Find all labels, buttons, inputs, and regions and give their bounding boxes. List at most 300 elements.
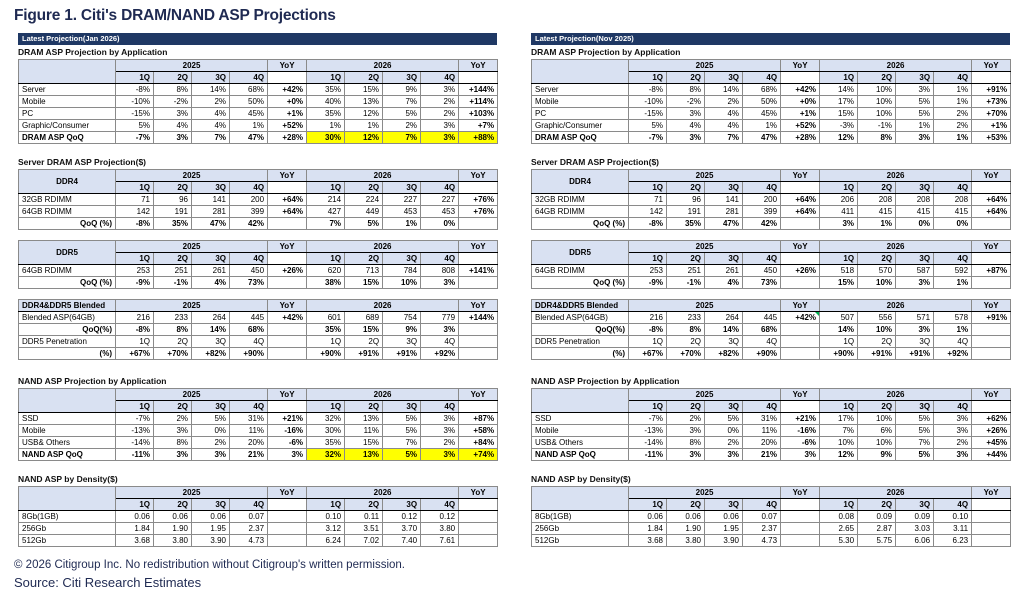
value-cell: +87% — [459, 413, 498, 425]
value-cell: +91% — [972, 84, 1011, 96]
value-cell: 50% — [743, 96, 781, 108]
table-row — [532, 312, 1011, 324]
header-row-years — [19, 170, 498, 182]
value-cell: 0.06 — [116, 511, 154, 523]
row-label: QoQ (%) — [19, 218, 116, 230]
table-server-dram-ddr5 — [531, 240, 1011, 289]
table-row — [532, 413, 1011, 425]
value-cell — [459, 277, 498, 289]
value-cell: 4% — [192, 120, 230, 132]
value-cell: -16% — [781, 425, 820, 437]
value-cell: 251 — [154, 265, 192, 277]
yoy-header: YoY — [268, 389, 307, 401]
value-cell: +74% — [459, 449, 498, 461]
value-cell: 4.73 — [743, 535, 781, 547]
table-row — [19, 413, 498, 425]
row-label: 256Gb — [532, 523, 629, 535]
value-cell: 15% — [345, 277, 383, 289]
yoy-header: YoY — [268, 60, 307, 72]
value-cell: 12% — [820, 132, 858, 144]
value-cell: 261 — [705, 265, 743, 277]
quarter-header: 3Q — [383, 72, 421, 84]
value-cell: -14% — [629, 437, 667, 449]
row-group-label: DDR4 — [532, 170, 629, 194]
quarter-header: 1Q — [820, 401, 858, 413]
value-cell: +91% — [345, 348, 383, 360]
value-cell: 518 — [820, 265, 858, 277]
row-label: DRAM ASP QoQ — [532, 132, 629, 144]
quarter-header: 2Q — [858, 253, 896, 265]
table-row — [532, 84, 1011, 96]
value-cell: 1% — [934, 324, 972, 336]
quarter-header: 2Q — [667, 182, 705, 194]
quarter-header: 4Q — [743, 499, 781, 511]
row-label: QoQ (%) — [532, 218, 629, 230]
year-header-2026: 2026 — [307, 170, 459, 182]
table-row — [19, 120, 498, 132]
table-row — [532, 96, 1011, 108]
yoy-header: YoY — [972, 60, 1011, 72]
value-cell: 3% — [421, 425, 459, 437]
value-cell: 4Q — [421, 336, 459, 348]
value-cell: 13% — [345, 413, 383, 425]
value-cell: 3% — [421, 120, 459, 132]
value-cell: -10% — [116, 96, 154, 108]
value-cell: 2.37 — [230, 523, 268, 535]
value-cell: 0.06 — [667, 511, 705, 523]
quarter-header: 4Q — [230, 72, 268, 84]
value-cell: +26% — [781, 265, 820, 277]
quarter-header: 3Q — [383, 182, 421, 194]
row-label: Blended ASP(64GB) — [19, 312, 116, 324]
value-cell: 5% — [896, 413, 934, 425]
row-label: 32GB RDIMM — [532, 194, 629, 206]
panels-container — [18, 33, 1010, 547]
panel-latest-jan-2026 — [18, 33, 497, 547]
value-cell: 415 — [934, 206, 972, 218]
value-cell: 4% — [192, 277, 230, 289]
value-cell: +144% — [459, 312, 498, 324]
value-cell: 261 — [192, 265, 230, 277]
year-header-2026: 2026 — [307, 389, 459, 401]
value-cell: 35% — [307, 324, 345, 336]
yoy-header: YoY — [459, 389, 498, 401]
table-caption: DRAM ASP Projection by Application — [18, 47, 168, 57]
value-cell — [781, 511, 820, 523]
value-cell: +64% — [781, 194, 820, 206]
value-cell: 3.80 — [667, 535, 705, 547]
value-cell — [781, 336, 820, 348]
value-cell: 2% — [934, 108, 972, 120]
quarter-header: 4Q — [934, 72, 972, 84]
table-row — [532, 336, 1011, 348]
value-cell: 141 — [705, 194, 743, 206]
quarter-header: 2Q — [154, 253, 192, 265]
quarter-header: 1Q — [116, 182, 154, 194]
quarter-header: 2Q — [667, 253, 705, 265]
value-cell: 200 — [743, 194, 781, 206]
value-cell: 3% — [154, 425, 192, 437]
value-cell: 142 — [116, 206, 154, 218]
yoy-header: YoY — [972, 170, 1011, 182]
row-label: Blended ASP(64GB) — [532, 312, 629, 324]
table-header — [19, 170, 498, 194]
value-cell: 4.73 — [230, 535, 268, 547]
value-cell: +90% — [820, 348, 858, 360]
value-cell: 9% — [383, 84, 421, 96]
value-cell: 1% — [307, 120, 345, 132]
value-cell: 3% — [934, 425, 972, 437]
value-cell — [268, 277, 307, 289]
table-header — [532, 487, 1011, 511]
yoy-header: YoY — [459, 487, 498, 499]
value-cell: 71 — [116, 194, 154, 206]
value-cell: -8% — [116, 218, 154, 230]
value-cell: -9% — [116, 277, 154, 289]
value-cell: 191 — [667, 206, 705, 218]
value-cell — [781, 523, 820, 535]
row-group-label: DDR5 — [19, 241, 116, 265]
year-header-2025: 2025 — [116, 60, 268, 72]
value-cell: 2% — [192, 437, 230, 449]
value-cell: 0.11 — [345, 511, 383, 523]
value-cell: 8% — [667, 437, 705, 449]
row-group-label — [19, 487, 116, 511]
table-row — [532, 324, 1011, 336]
section-dram-asp-by-application — [18, 47, 497, 144]
value-cell: 3% — [667, 449, 705, 461]
value-cell: 3% — [667, 425, 705, 437]
value-cell: 3.68 — [629, 535, 667, 547]
value-cell: +0% — [268, 96, 307, 108]
value-cell: 411 — [820, 206, 858, 218]
value-cell: 3% — [421, 132, 459, 144]
value-cell: -7% — [116, 413, 154, 425]
value-cell: 3.11 — [934, 523, 972, 535]
value-cell: 4Q — [743, 336, 781, 348]
value-cell: 5% — [896, 108, 934, 120]
header-row-years — [532, 487, 1011, 499]
row-label: Mobile — [532, 425, 629, 437]
value-cell: 5% — [116, 120, 154, 132]
value-cell: 191 — [154, 206, 192, 218]
value-cell: 3% — [934, 449, 972, 461]
value-cell: +1% — [781, 108, 820, 120]
value-cell: 7.40 — [383, 535, 421, 547]
row-label: (%) — [532, 348, 629, 360]
value-cell — [781, 348, 820, 360]
header-row-years — [19, 241, 498, 253]
value-cell: 96 — [154, 194, 192, 206]
value-cell: 445 — [743, 312, 781, 324]
quarter-header: 3Q — [896, 72, 934, 84]
value-cell — [781, 324, 820, 336]
section-nand-asp-by-density — [531, 474, 1010, 547]
value-cell: 3% — [896, 132, 934, 144]
value-cell — [972, 523, 1011, 535]
panel-sections — [18, 47, 497, 547]
yoy-header: YoY — [781, 389, 820, 401]
value-cell: 6.24 — [307, 535, 345, 547]
value-cell: 779 — [421, 312, 459, 324]
value-cell: -8% — [116, 84, 154, 96]
value-cell: 10% — [383, 277, 421, 289]
value-cell: -7% — [116, 132, 154, 144]
year-header-2026: 2026 — [307, 241, 459, 253]
value-cell: 200 — [230, 194, 268, 206]
value-cell — [972, 535, 1011, 547]
value-cell: +28% — [268, 132, 307, 144]
row-label: PC — [532, 108, 629, 120]
quarter-header: 4Q — [421, 182, 459, 194]
value-cell: +21% — [781, 413, 820, 425]
blank-header-cell — [781, 182, 820, 194]
row-label: Mobile — [19, 96, 116, 108]
value-cell — [972, 336, 1011, 348]
value-cell: +64% — [972, 206, 1011, 218]
yoy-header: YoY — [972, 241, 1011, 253]
value-cell: 14% — [820, 84, 858, 96]
quarter-header: 4Q — [230, 253, 268, 265]
table-header — [19, 60, 498, 84]
table-body — [532, 265, 1011, 289]
value-cell: 253 — [629, 265, 667, 277]
table-row — [532, 265, 1011, 277]
value-cell: +64% — [781, 206, 820, 218]
table-row — [19, 312, 498, 324]
value-cell: 3% — [154, 449, 192, 461]
value-cell: 141 — [192, 194, 230, 206]
value-cell: 15% — [345, 84, 383, 96]
value-cell: 8% — [858, 132, 896, 144]
year-header-2025: 2025 — [116, 241, 268, 253]
table-row — [532, 511, 1011, 523]
value-cell: +42% — [781, 84, 820, 96]
value-cell: 5% — [383, 425, 421, 437]
value-cell: -8% — [629, 218, 667, 230]
value-cell: 3Q — [705, 336, 743, 348]
value-cell: +90% — [230, 348, 268, 360]
value-cell — [459, 218, 498, 230]
table-body — [19, 312, 498, 360]
quarter-header: 2Q — [345, 182, 383, 194]
value-cell: +58% — [459, 425, 498, 437]
value-cell: 620 — [307, 265, 345, 277]
quarter-header: 3Q — [896, 253, 934, 265]
value-cell: 2Q — [667, 336, 705, 348]
value-cell: 2.37 — [743, 523, 781, 535]
value-cell: -11% — [629, 449, 667, 461]
value-cell: +91% — [383, 348, 421, 360]
value-cell: 47% — [743, 132, 781, 144]
quarter-header: 1Q — [820, 182, 858, 194]
table-row — [532, 132, 1011, 144]
value-cell: 2% — [421, 437, 459, 449]
value-cell: 20% — [230, 437, 268, 449]
value-cell: 7% — [383, 132, 421, 144]
value-cell: 689 — [345, 312, 383, 324]
value-cell: 15% — [345, 437, 383, 449]
row-label: 512Gb — [532, 535, 629, 547]
value-cell: 13% — [345, 96, 383, 108]
value-cell: 808 — [421, 265, 459, 277]
value-cell: 5% — [629, 120, 667, 132]
value-cell: 8% — [667, 84, 705, 96]
value-cell: +64% — [268, 194, 307, 206]
value-cell: +52% — [781, 120, 820, 132]
table-caption: NAND ASP Projection by Application — [18, 376, 167, 386]
table-row — [19, 523, 498, 535]
value-cell: 1Q — [820, 336, 858, 348]
value-cell: 5% — [383, 413, 421, 425]
blank-header-cell — [972, 401, 1011, 413]
header-row-years — [532, 389, 1011, 401]
panel-banner: Latest Projection(Jan 2026) — [18, 33, 497, 45]
value-cell: 592 — [934, 265, 972, 277]
value-cell: +52% — [268, 120, 307, 132]
value-cell: 3% — [820, 218, 858, 230]
table-row — [532, 194, 1011, 206]
value-cell: -8% — [629, 324, 667, 336]
value-cell: 0.06 — [192, 511, 230, 523]
value-cell: +67% — [116, 348, 154, 360]
quarter-header: 1Q — [116, 72, 154, 84]
value-cell: 11% — [743, 425, 781, 437]
value-cell: -3% — [820, 120, 858, 132]
value-cell: 5.30 — [820, 535, 858, 547]
quarter-header: 3Q — [383, 401, 421, 413]
table-server-dram-ddr5 — [18, 240, 498, 289]
value-cell: 17% — [820, 413, 858, 425]
value-cell: 4% — [154, 120, 192, 132]
value-cell: 9% — [858, 449, 896, 461]
value-cell: -1% — [667, 277, 705, 289]
value-cell: 1% — [934, 96, 972, 108]
yoy-header: YoY — [972, 389, 1011, 401]
quarter-header: 4Q — [934, 499, 972, 511]
quarter-header: 1Q — [116, 253, 154, 265]
value-cell: +92% — [934, 348, 972, 360]
value-cell: 47% — [705, 218, 743, 230]
value-cell: 507 — [820, 312, 858, 324]
table-ddr4-ddr5-blended — [18, 299, 498, 360]
quarter-header: 3Q — [705, 253, 743, 265]
quarter-header: 1Q — [307, 72, 345, 84]
value-cell: 208 — [858, 194, 896, 206]
value-cell: +28% — [781, 132, 820, 144]
year-header-2026: 2026 — [820, 60, 972, 72]
value-cell: 3.70 — [383, 523, 421, 535]
year-header-2026: 2026 — [820, 389, 972, 401]
section-server-dram-ddr4 — [18, 157, 497, 230]
value-cell: -2% — [667, 96, 705, 108]
value-cell: 601 — [307, 312, 345, 324]
quarter-header: 1Q — [116, 401, 154, 413]
value-cell: 7% — [820, 425, 858, 437]
quarter-header: 2Q — [345, 72, 383, 84]
blank-header-cell — [268, 499, 307, 511]
year-header-2025: 2025 — [116, 170, 268, 182]
value-cell: 1.84 — [116, 523, 154, 535]
value-cell: 399 — [743, 206, 781, 218]
quarter-header: 4Q — [421, 253, 459, 265]
table-row — [19, 348, 498, 360]
row-label: NAND ASP QoQ — [19, 449, 116, 461]
value-cell: +64% — [268, 206, 307, 218]
quarter-header: 2Q — [858, 401, 896, 413]
figure-title: Figure 1. Citi's DRAM/NAND ASP Projections — [14, 7, 336, 24]
copyright-text: © 2026 Citigroup Inc. No redistribution without Citigroup's written permission. — [14, 559, 405, 571]
value-cell: 42% — [743, 218, 781, 230]
value-cell — [781, 535, 820, 547]
value-cell: 2.87 — [858, 523, 896, 535]
value-cell: 68% — [743, 84, 781, 96]
section-dram-asp-by-application — [531, 47, 1010, 144]
value-cell: +21% — [268, 413, 307, 425]
value-cell: +26% — [268, 265, 307, 277]
value-cell: 227 — [383, 194, 421, 206]
year-header-2026: 2026 — [307, 487, 459, 499]
quarter-header: 4Q — [421, 401, 459, 413]
blank-header-cell — [781, 253, 820, 265]
value-cell — [781, 218, 820, 230]
quarter-header: 1Q — [820, 499, 858, 511]
value-cell: 3Q — [383, 336, 421, 348]
value-cell: +53% — [972, 132, 1011, 144]
value-cell: 1% — [934, 277, 972, 289]
table-row — [532, 348, 1011, 360]
value-cell: 4% — [192, 108, 230, 120]
year-header-2025: 2025 — [629, 241, 781, 253]
value-cell: 11% — [230, 425, 268, 437]
yoy-header: YoY — [459, 241, 498, 253]
value-cell: -6% — [268, 437, 307, 449]
value-cell: 0% — [705, 425, 743, 437]
table-dram-asp-by-application — [18, 59, 498, 144]
value-cell: 1.95 — [192, 523, 230, 535]
yoy-header: YoY — [781, 300, 820, 312]
header-row — [19, 300, 498, 312]
blank-header-cell — [268, 182, 307, 194]
value-cell: -16% — [268, 425, 307, 437]
value-cell: 2% — [705, 437, 743, 449]
row-label: 32GB RDIMM — [19, 194, 116, 206]
value-cell — [781, 277, 820, 289]
value-cell: 2% — [934, 120, 972, 132]
comment-marker-icon — [815, 312, 819, 316]
value-cell: 415 — [858, 206, 896, 218]
value-cell: 3% — [705, 449, 743, 461]
year-header-2026: 2026 — [820, 487, 972, 499]
value-cell: 12% — [820, 449, 858, 461]
value-cell: 0.06 — [629, 511, 667, 523]
row-label: SSD — [19, 413, 116, 425]
value-cell: 21% — [230, 449, 268, 461]
value-cell: 224 — [345, 194, 383, 206]
value-cell: 2% — [154, 413, 192, 425]
row-label: Mobile — [532, 96, 629, 108]
section-server-dram-ddr4 — [531, 157, 1010, 230]
year-header-2025: 2025 — [116, 300, 268, 312]
quarter-header: 1Q — [307, 499, 345, 511]
value-cell: +0% — [781, 96, 820, 108]
value-cell: +62% — [972, 413, 1011, 425]
row-label: 256Gb — [19, 523, 116, 535]
value-cell: 2% — [705, 96, 743, 108]
row-label: Graphic/Consumer — [532, 120, 629, 132]
value-cell: -8% — [116, 324, 154, 336]
table-row — [19, 449, 498, 461]
